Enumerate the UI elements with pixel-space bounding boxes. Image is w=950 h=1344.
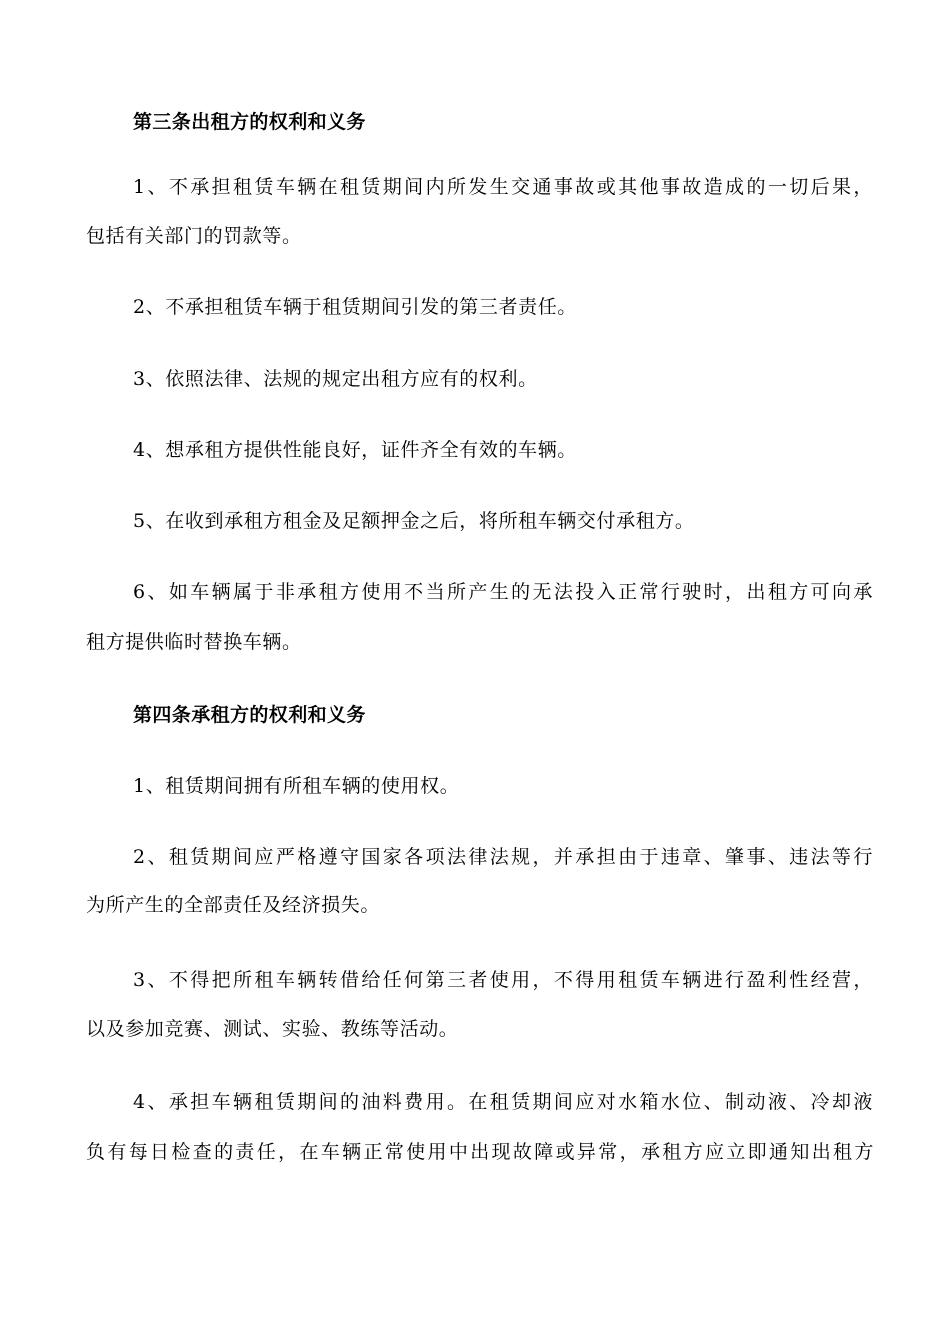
section-4-heading: 第四条承租方的权利和义务 <box>133 704 366 726</box>
section-4-item-1: 1、租赁期间拥有所租车辆的使用权。 <box>133 775 460 797</box>
section-4-item-2-line-2: 为所产生的全部责任及经济损失。 <box>86 894 381 916</box>
section-3-item-4: 4、想承租方提供性能良好，证件齐全有效的车辆。 <box>133 439 577 461</box>
section-4-item-3-line-2: 以及参加竞赛、测试、实验、教练等活动。 <box>86 1018 459 1040</box>
section-3-item-1-line-1: 1、不承担租赁车辆在租赁期间内所发生交通事故或其他事故造成的一切后果， <box>133 176 873 198</box>
section-3-heading: 第三条出租方的权利和义务 <box>133 111 366 133</box>
section-3-item-2: 2、不承担租赁车辆于租赁期间引发的第三者责任。 <box>133 296 577 318</box>
section-4-item-4-line-2: 负有每日检查的责任，在车辆正常使用中出现故障或异常，承租方应立即通知出租方 <box>86 1141 874 1163</box>
section-4-item-3-line-1: 3、不得把所租车辆转借给任何第三者使用，不得用租赁车辆进行盈利性经营， <box>133 969 873 991</box>
section-4-item-2-line-1: 2、租赁期间应严格遵守国家各项法律法规，并承担由于违章、肇事、违法等行 <box>133 846 873 868</box>
section-3-item-1-line-2: 包括有关部门的罚款等。 <box>86 225 302 247</box>
section-3-item-3: 3、依照法律、法规的规定出租方应有的权利。 <box>133 368 538 390</box>
section-4-item-4-line-1: 4、承担车辆租赁期间的油料费用。在租赁期间应对水箱水位、制动液、冷却液 <box>133 1091 873 1113</box>
section-3-item-5: 5、在收到承租方租金及足额押金之后，将所租车辆交付承租方。 <box>133 510 695 532</box>
section-3-item-6-line-2: 租方提供临时替换车辆。 <box>86 631 302 653</box>
section-3-item-6-line-1: 6、如车辆属于非承租方使用不当所产生的无法投入正常行驶时，出租方可向承 <box>133 581 873 603</box>
